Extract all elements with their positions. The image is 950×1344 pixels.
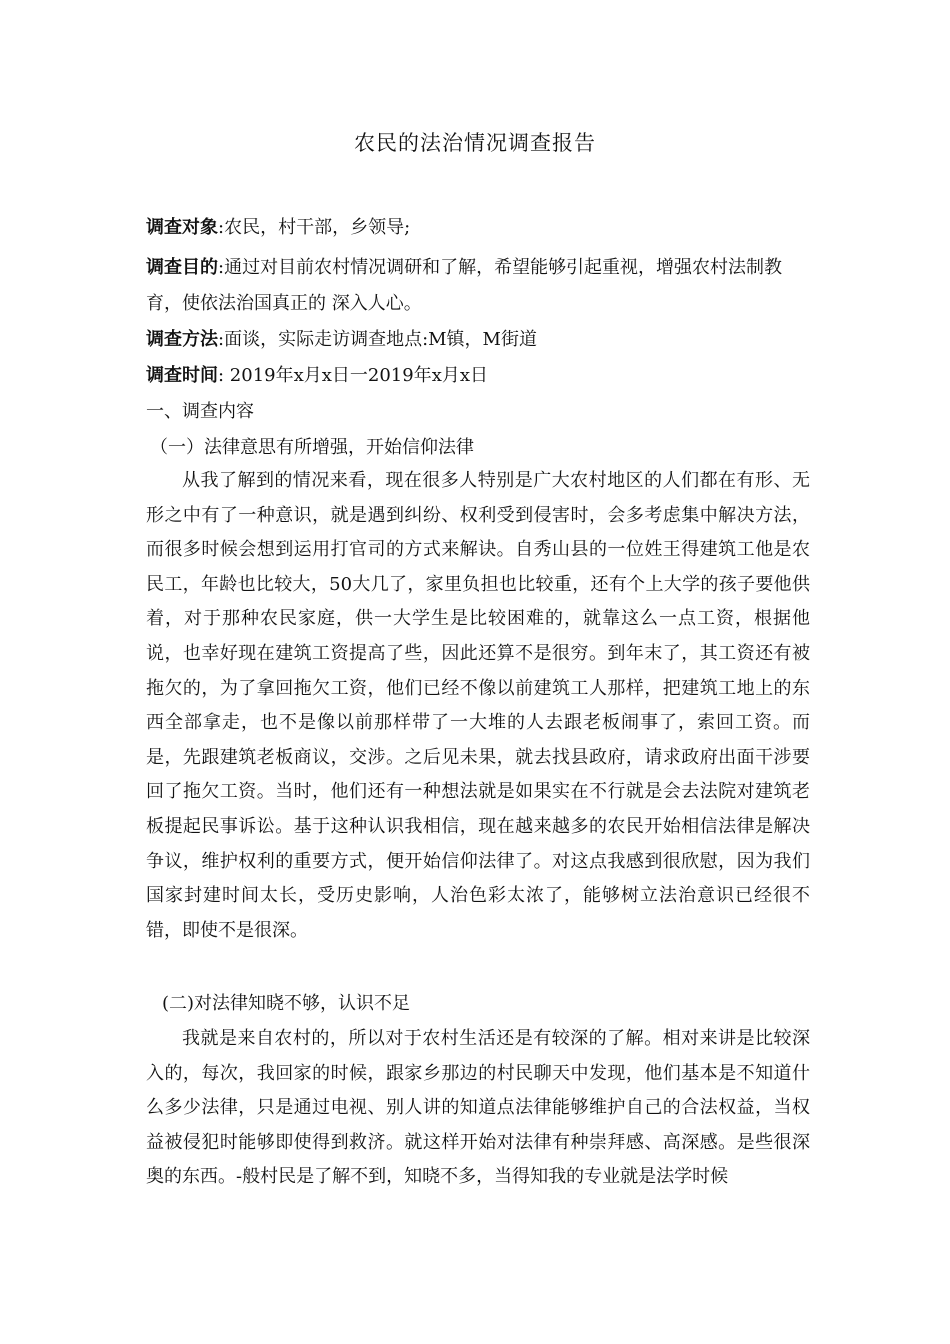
subsection-heading-2: (二)对法律知晓不够，认识不足 bbox=[162, 993, 411, 1014]
meta-survey-time bbox=[146, 358, 816, 394]
paragraph-1: 从我了解到的情况来看，现在很多人特别是广大农村地区的人们都在有形、无形之中有了一种意识，就是遇到纠纷、权利受到侵害时，会多考虑集中解决方法，而很多时候会想到运用打官司的方式来解诀。自秀山县的一位姓王得建筑工他是农民工，年龄也比较大，50大几了，家里负担也比较重，还有个上大学的孩子要他供着，对于那种农民家庭，供一大学生是比较困难的，就靠这么一点工资，根据他说，也幸好现在建筑工资提高了些，因此还算不是很穷。到年末了，其工资还有被拖欠的，为了拿回拖欠工资，他们已经不像以前建筑工人那样，把建筑工地上的东西全部拿走，也不是像以前那样带了一大堆的人去跟老板闹事了，索回工资。而是，先跟建筑老板商议，交涉。之后见未果，就去找县政府，请求政府出面干涉要回了拖欠工资。当时，他们还有一种想法就是如果实在不行就是会去法院对建筑老板提起民事诉讼。基于这种认识我相信，现在越来越多的农民开始相信法律是解决争议，维护权利的重要方式，便开始信仰法律了。对这点我感到很欣慰，因为我们国家封建时间太长，受历史影响，人治色彩太浓了，能够树立法治意识已经很不错，即使不是很深。 bbox=[146, 470, 810, 941]
meta-purpose-label: 调查目的 bbox=[146, 257, 218, 278]
meta-time-value: : 2019年x月x日一2019年x月x日 bbox=[218, 365, 489, 386]
meta-survey-purpose bbox=[146, 250, 816, 322]
meta-purpose-value: :通过对目前农村情况调研和了解，希望能够引起重视，增强农村法制教育，使依法治国真正的 深入人心。 bbox=[146, 257, 783, 314]
document-title: 农民的法治情况调查报告 bbox=[354, 131, 596, 155]
meta-method-value: :面谈，实际走访调查地点:M镇，M街道 bbox=[218, 329, 537, 350]
subsection-heading-1: （一）法律意思有所增强，开始信仰法律 bbox=[150, 437, 474, 458]
section-heading-1: 一、调查内容 bbox=[146, 401, 254, 422]
meta-method-label: 调查方法 bbox=[146, 329, 218, 350]
meta-survey-object bbox=[146, 210, 816, 246]
meta-object-label: 调查对象 bbox=[146, 217, 218, 238]
paragraph-2: 我就是来自农村的，所以对于农村生活还是有较深的了解。相对来讲是比较深入的，每次，我回家的时候，跟家乡那边的村民聊天中发现，他们基本是不知道什么多少法律，只是通过电视、别人讲的知道点法律能够维护自己的合法权益，当权益被侵犯时能够即使得到救济。就这样开始对法律有种崇拜感、高深感。是些很深奥的东西。-般村民是了解不到，知晓不多，当得知我的专业就是法学时候 bbox=[146, 1028, 810, 1188]
meta-survey-method bbox=[146, 322, 816, 358]
meta-time-label: 调查时间 bbox=[146, 365, 218, 386]
meta-object-value: :农民，村干部，乡领导; bbox=[218, 217, 411, 238]
